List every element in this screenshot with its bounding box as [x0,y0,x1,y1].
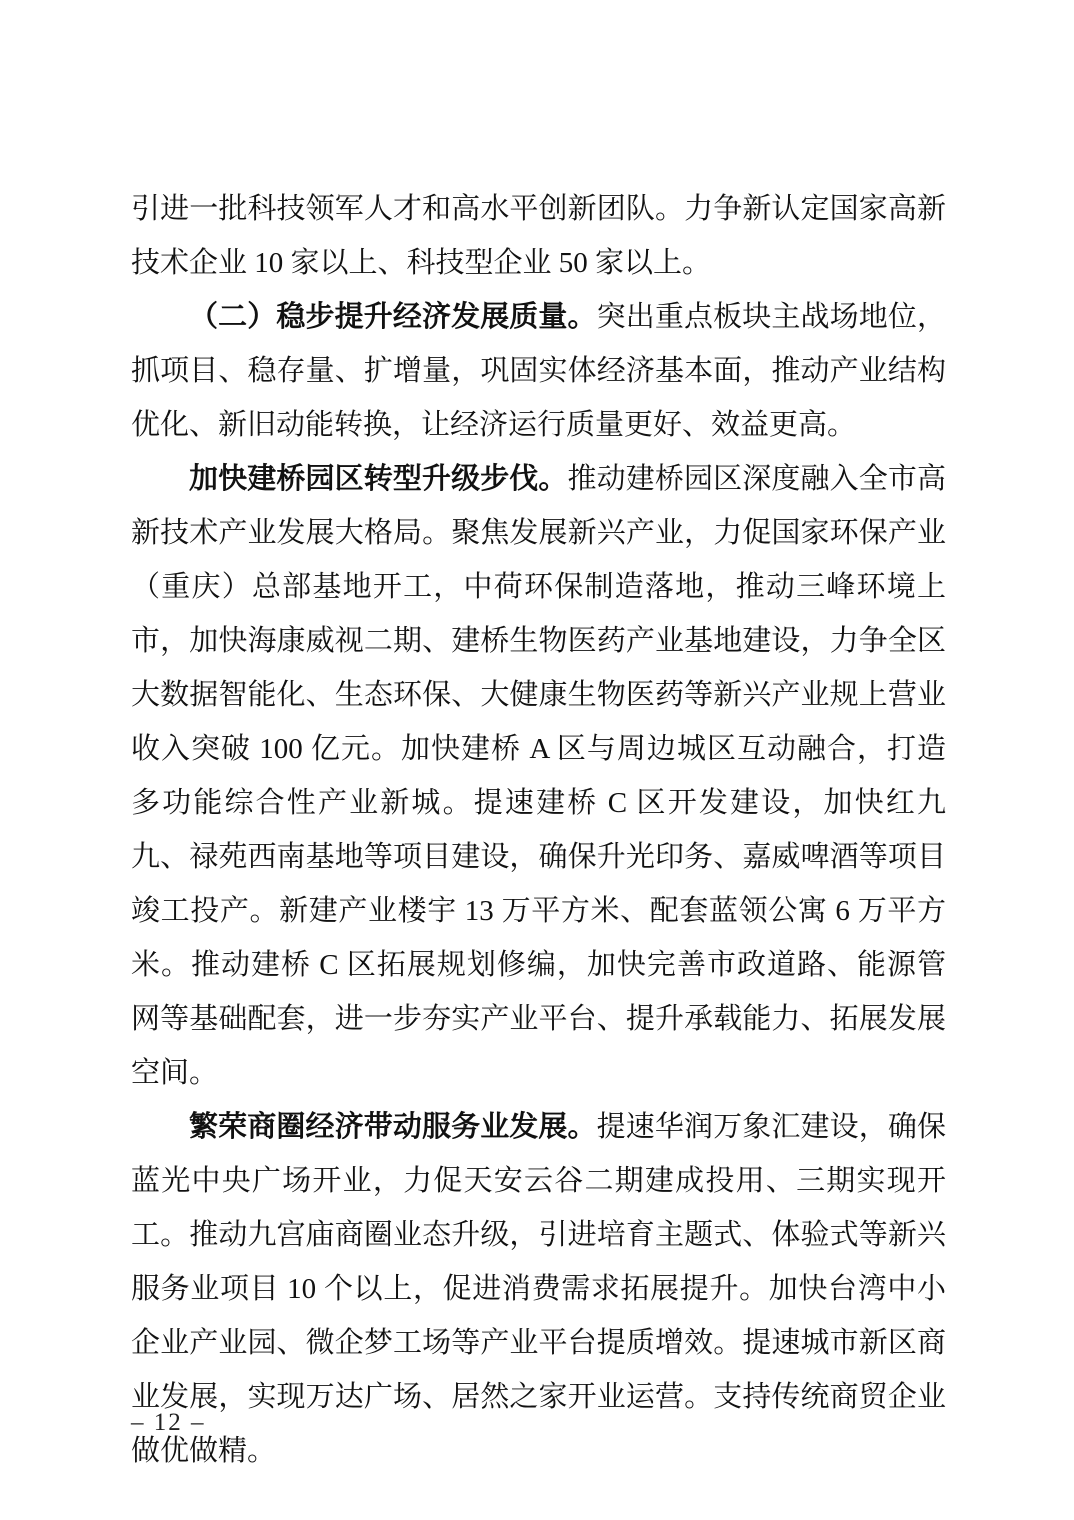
document-body [131,182,946,1478]
paragraph-lead: 繁荣商圈经济带动服务业发展。 [189,1111,597,1143]
page-footer [131,1406,206,1440]
paragraph-text: 推动建桥园区深度融入全市高新技术产业发展大格局。聚焦发展新兴产业，力促国家环保产业（重庆）总部基地开工，中荷环保制造落地，推动三峰环境上市，加快海康威视二期、建桥生物医药产业基地建设，力争全区大数据智能化、生态环保、大健康生物医药等新兴产业规上营业收入突破 100 亿元。加快建桥 A 区与周边城区互动融合，打造多功能综合性产业新城。提速建桥 C 区开发建设，加快红九九、禄苑西南基地等项目建设，确保升光印务、嘉威啤酒等项目竣工投产。新建产业楼宇 13 万平方米、配套蓝领公寓 6 万平方米。推动建桥 C 区拓展规划修编，加快完善市政道路、能源管网等基础配套，进一步夯实产业平台、提升承载能力、拓展发展空间。 [131,463,946,1089]
section-heading: （二）稳步提升经济发展质量。 [189,301,597,333]
paragraph-jianqiao-park [131,452,946,1100]
paragraph-text: 提速华润万象汇建设，确保蓝光中央广场开业，力促天安云谷二期建成投用、三期实现开工。推动九宫庙商圈业态升级，引进培育主题式、体验式等新兴服务业项目 10 个以上，促进消费需求拓展提升。加快台湾中小企业产业园、微企梦工场等产业平台提质增效。提速城市新区商业发展，实现万达广场、居然之家开业运营。支持传统商贸企业做优做精。 [131,1111,946,1467]
page-number: – 12 – [131,1409,206,1436]
paragraph-text: 突出重点板块主战场地位，抓项目、稳存量、扩增量，巩固实体经济基本面，推动产业结构优化、新旧动能转换，让经济运行质量更好、效益更高。 [131,301,946,441]
paragraph-lead: 加快建桥园区转型升级步伐。 [189,463,568,495]
paragraph-section-two [131,290,946,452]
paragraph-text: 引进一批科技领军人才和高水平创新团队。力争新认定国家高新技术企业 10 家以上、科技型企业 50 家以上。 [131,193,946,279]
paragraph-business-district [131,1100,946,1478]
paragraph-continuation [131,182,946,290]
